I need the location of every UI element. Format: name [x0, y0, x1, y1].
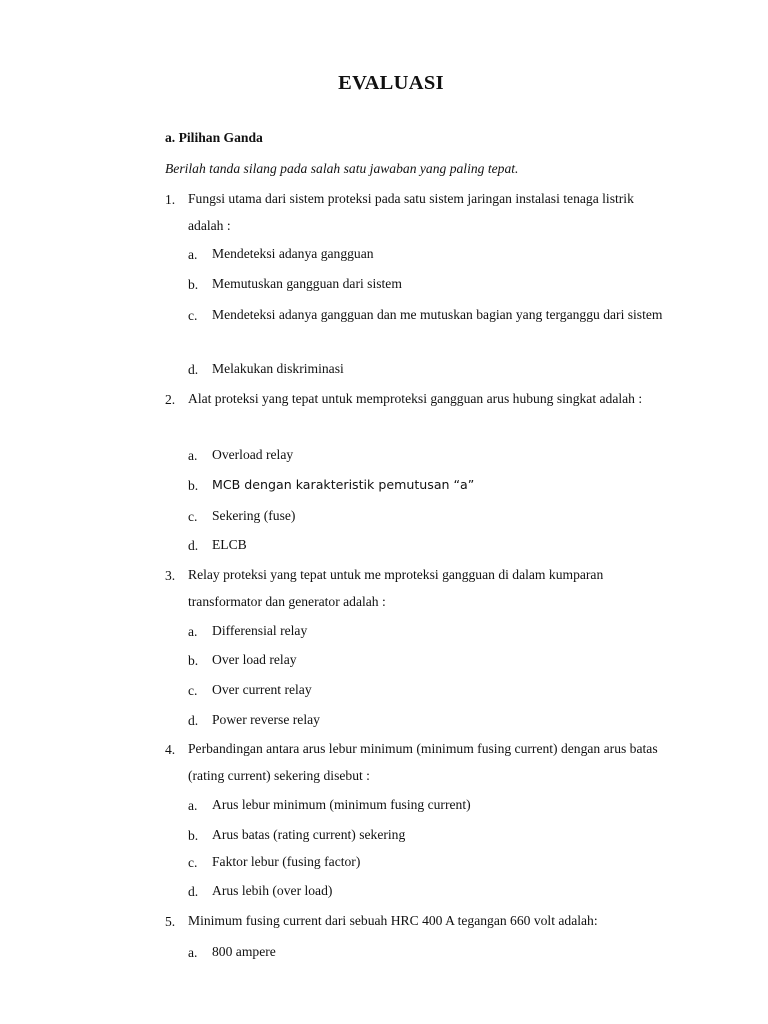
option-letter: d. — [188, 538, 199, 553]
option-text: Melakukan diskriminasi — [212, 361, 344, 376]
option-letter: a. — [188, 798, 198, 813]
option-letter: c. — [188, 683, 198, 698]
option-text: Power reverse relay — [212, 712, 320, 727]
option-letter: d. — [188, 362, 199, 377]
option-text: Sekering (fuse) — [212, 508, 296, 523]
option-text: Differensial relay — [212, 623, 308, 638]
option-text: Arus lebih (over load) — [212, 883, 333, 898]
option-text: ELCB — [212, 537, 247, 552]
instruction-text: Berilah tanda silang pada salah satu jawaban yang paling tepat. — [165, 161, 519, 176]
option-letter: b. — [188, 828, 199, 843]
question-number: 1. — [165, 192, 176, 207]
option-text: Over current relay — [212, 682, 312, 697]
question-number: 4. — [165, 742, 176, 757]
option-text: Faktor lebur (fusing factor) — [212, 854, 361, 869]
question-text: Fungsi utama dari sistem proteksi pada satu sistem jaringan instalasi tenaga listrik adalah : — [188, 191, 634, 233]
option-text: Overload relay — [212, 447, 294, 462]
option-letter: b. — [188, 478, 199, 493]
option-text: Arus lebur minimum (minimum fusing current) — [212, 797, 471, 812]
option-text: MCB dengan karakteristik pemutusan “a” — [212, 477, 475, 492]
option-letter: a. — [188, 624, 198, 639]
option-text: Arus batas (rating current) sekering — [212, 827, 406, 842]
page-title: EVALUASI — [338, 72, 444, 94]
option-letter: c. — [188, 509, 198, 524]
question-number: 3. — [165, 568, 176, 583]
option-letter: c. — [188, 308, 198, 323]
option-text: Memutuskan gangguan dari sistem — [212, 276, 402, 291]
question-text: Perbandingan antara arus lebur minimum (minimum fusing current) dengan arus batas (rating current) sekering disebut : — [188, 741, 658, 783]
option-text: 800 ampere — [212, 944, 276, 959]
option-text: Mendeteksi adanya gangguan dan me mutuskan bagian yang terganggu dari sistem — [212, 307, 663, 322]
question-text: Relay proteksi yang tepat untuk me mproteksi gangguan di dalam kumparan transformator dan generator adalah : — [188, 567, 604, 609]
question-text: Minimum fusing current dari sebuah HRC 400 A tegangan 660 volt adalah: — [188, 913, 598, 928]
option-letter: d. — [188, 884, 199, 899]
option-letter: c. — [188, 855, 198, 870]
option-text: Mendeteksi adanya gangguan — [212, 246, 374, 261]
option-letter: a. — [188, 247, 198, 262]
option-letter: b. — [188, 277, 199, 292]
question-number: 5. — [165, 914, 176, 929]
option-letter: a. — [188, 945, 198, 960]
option-letter: d. — [188, 713, 199, 728]
question-number: 2. — [165, 392, 176, 407]
option-letter: b. — [188, 653, 199, 668]
option-text: Over load relay — [212, 652, 297, 667]
section-heading: a. Pilihan Ganda — [165, 130, 263, 145]
question-text: Alat proteksi yang tepat untuk memproteksi gangguan arus hubung singkat adalah : — [188, 391, 643, 406]
option-letter: a. — [188, 448, 198, 463]
